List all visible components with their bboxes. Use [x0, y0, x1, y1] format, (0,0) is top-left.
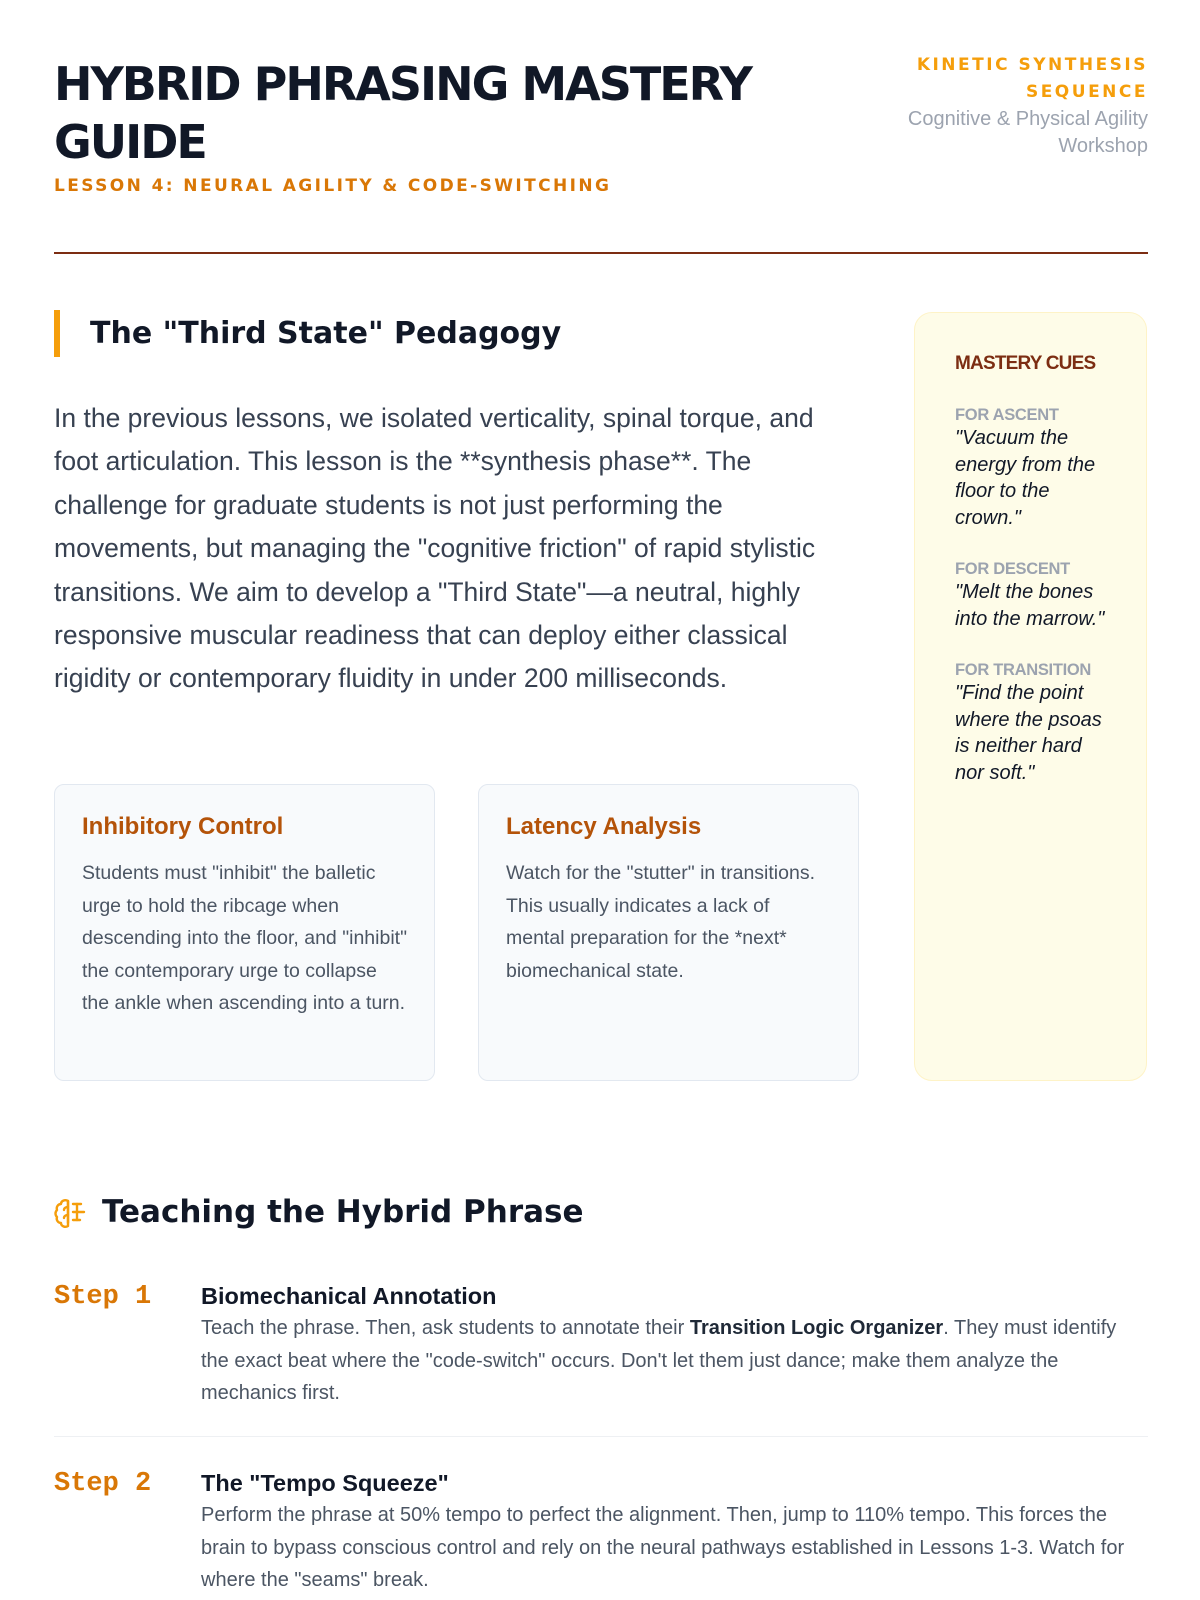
step-content — [201, 1280, 1148, 1410]
brain-icon — [54, 1195, 88, 1229]
step-label: Step 2 — [54, 1469, 152, 1499]
page-title: HYBRID PHRASING MASTERY GUIDE — [54, 57, 751, 169]
cue-text: "Melt the bones into the marrow." — [955, 581, 1105, 630]
cue-text: "Vacuum the energy from the floor to the crown." — [955, 427, 1096, 529]
card-latency-analysis — [478, 784, 859, 1081]
card-title: Inhibitory Control — [82, 813, 284, 840]
step-1 — [54, 1280, 1148, 1410]
cue-label: FOR TRANSITION — [955, 661, 1092, 679]
step-2 — [54, 1467, 1148, 1597]
step-text — [201, 1312, 1148, 1410]
card-inhibitory-control — [54, 784, 435, 1081]
series-name: KINETIC SYNTHESIS SEQUENCE — [916, 55, 1148, 102]
step-text-part: . They must identify the exact beat where the "code-switch" occurs. Don't let them just dance; make them analyze the mechanics first. — [201, 1317, 1117, 1404]
card-title: Latency Analysis — [506, 813, 702, 840]
step-label: Step 1 — [54, 1282, 152, 1312]
lesson-subtitle: LESSON 4: NEURAL AGILITY & CODE-SWITCHING — [54, 176, 612, 196]
step-divider — [54, 1436, 1148, 1437]
transition-logic-organizer-term: Transition Logic Organizer — [689, 1317, 944, 1339]
card-body: Students must "inhibit" the balletic urge to hold the ribcage when descending into the floor, and "inhibit" the contemporary urge to collapse the ankle when ascending into a turn. — [82, 862, 407, 1014]
card-body: Watch for the "stutter" in transitions. This usually indicates a lack of mental preparation for the *next* biomechanical state. — [506, 862, 815, 982]
step-title: Biomechanical Annotation — [201, 1283, 497, 1309]
mastery-cues-panel — [914, 312, 1147, 1081]
step-text: Perform the phrase at 50% tempo to perfect the alignment. Then, jump to 110% tempo. This forces the brain to bypass conscious control and rely on the neural pathways established in Lessons 1-3. Watch for where the "seams" break. — [201, 1504, 1125, 1591]
header-meta — [848, 52, 1148, 160]
cue-transition — [955, 660, 1106, 786]
cue-label: FOR DESCENT — [955, 560, 1070, 578]
cue-label: FOR ASCENT — [955, 406, 1059, 424]
step-title: The "Tempo Squeeze" — [201, 1470, 449, 1496]
pedagogy-heading: The "Third State" Pedagogy — [54, 310, 561, 357]
page-header — [54, 0, 1148, 254]
cue-descent — [955, 559, 1106, 632]
cues-title: MASTERY CUES — [955, 353, 1096, 374]
pedagogy-intro: In the previous lessons, we isolated verticality, spinal torque, and foot articulation. This lesson is the **synthesis phase**. The challenge for graduate students is not just performing the movements, but managing the "cognitive friction" of rapid stylistic transitions. We aim to develop a "Third State"—a neutral, highly responsive muscular readiness that can deploy either classical rigidity or contemporary fluidity in under 200 milliseconds. — [54, 403, 816, 694]
step-text-part: Teach the phrase. Then, ask students to annotate their — [201, 1317, 690, 1339]
teaching-title: Teaching the Hybrid Phrase — [102, 1194, 584, 1230]
workshop-name: Cognitive & Physical Agility Workshop — [907, 108, 1148, 157]
cue-ascent — [955, 405, 1106, 531]
step-content — [201, 1467, 1148, 1597]
cue-text: "Find the point where the psoas is neither hard nor soft." — [955, 682, 1102, 784]
teaching-heading — [54, 1192, 584, 1232]
